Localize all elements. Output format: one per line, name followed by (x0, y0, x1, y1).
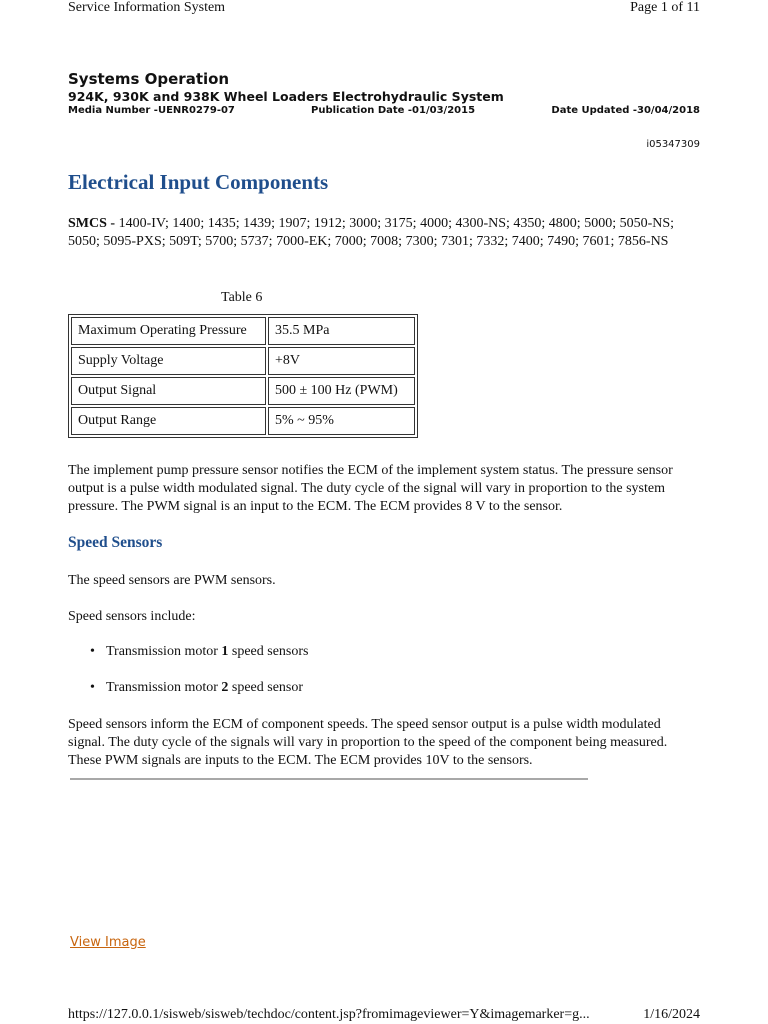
header-app-name: Service Information System (68, 0, 226, 15)
table-cell-value: +8V (268, 347, 415, 375)
pressure-sensor-paragraph: The implement pump pressure sensor notifies the ECM of the implement system status. The pressure sensor output is a pulse width modulated signal. The duty cycle of the signal will vary in proportion to the system pressure. The PWM signal is an input to the ECM. The ECM provides 8 V to the sensor. (68, 463, 673, 514)
document-subtitle: 924K, 930K and 938K Wheel Loaders Electrohydraulic System (68, 89, 504, 104)
media-number: Media Number -UENR0279-07 (68, 105, 235, 116)
bullet-icon: • (90, 644, 95, 659)
publication-date: Publication Date -01/03/2015 (311, 105, 476, 116)
bullet-icon: • (90, 680, 95, 695)
list-item-text: speed sensors (228, 644, 309, 659)
list-item (90, 644, 309, 660)
section-title: Systems Operation (68, 70, 230, 88)
list-item-text: speed sensor (228, 680, 304, 695)
table-cell-value: 5% ~ 95% (268, 407, 415, 435)
list-item-text: Transmission motor (106, 644, 222, 659)
view-image-link[interactable]: View Image (70, 935, 146, 950)
table-cell-value: 35.5 MPa (268, 317, 415, 345)
document-id: i05347309 (646, 139, 700, 150)
list-item-text: Transmission motor (106, 680, 222, 695)
table-cell-label: Supply Voltage (71, 347, 266, 375)
table-row (71, 407, 415, 435)
speed-sensors-pwm-text: The speed sensors are PWM sensors. (68, 573, 276, 588)
table-row (71, 317, 415, 345)
speed-sensors-heading: Speed Sensors (68, 534, 163, 551)
table-row (71, 377, 415, 405)
list-item (90, 680, 303, 696)
table-cell-label: Maximum Operating Pressure (71, 317, 266, 345)
divider (70, 778, 588, 780)
list-item-number: 1 (221, 644, 229, 659)
smcs-code-list: 1400-IV; 1400; 1435; 1439; 1907; 1912; 3000; 3175; 4000; 4300-NS; 4350; 4800; 5000; 5050-NS; 5050; 5095-PXS; 509T; 5700; 5737; 7000-EK; 7000; 7008; 7300; 7301; 7332; 7400; 7490; 7601; 7856-NS (68, 216, 675, 249)
table-caption: Table 6 (221, 290, 263, 305)
footer-url: https://127.0.0.1/sisweb/sisweb/techdoc/content.jsp?fromimageviewer=Y&imagemarker=g... (68, 1007, 590, 1022)
page-title: Electrical Input Components (68, 170, 329, 194)
date-updated: Date Updated -30/04/2018 (551, 105, 700, 116)
footer-date: 1/16/2024 (643, 1007, 700, 1022)
table-row (71, 347, 415, 375)
speed-sensors-paragraph: Speed sensors inform the ECM of component speeds. The speed sensor output is a pulse width modulated signal. The duty cycle of the signals will vary in proportion to the speed of the component being measured. These PWM signals are inputs to the ECM. The ECM provides 10V to the sensors. (68, 717, 668, 768)
header-page-number: Page 1 of 11 (630, 0, 700, 15)
smcs-codes (68, 215, 700, 251)
table-cell-label: Output Signal (71, 377, 266, 405)
table-cell-value: 500 ± 100 Hz (PWM) (268, 377, 415, 405)
spec-table (68, 314, 418, 438)
table-cell-label: Output Range (71, 407, 266, 435)
speed-sensors-include-text: Speed sensors include: (68, 609, 196, 624)
list-item-number: 2 (221, 680, 229, 695)
smcs-label: SMCS - (68, 216, 116, 231)
